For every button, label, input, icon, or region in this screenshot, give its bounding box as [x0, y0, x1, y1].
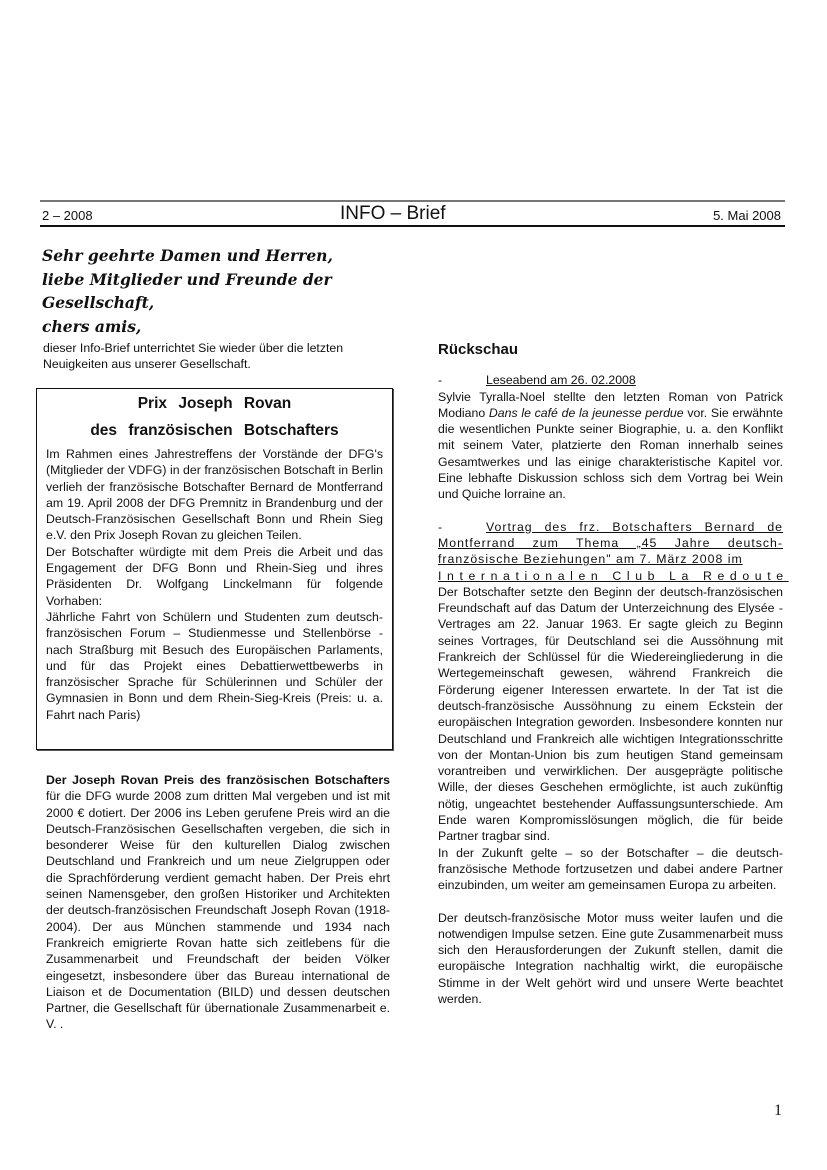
- salutation-line: Gesellschaft,: [42, 293, 155, 312]
- issue-date: 5. Mai 2008: [713, 208, 781, 223]
- prize-title: Prix Joseph Rovan: [137, 395, 292, 412]
- event-description: [438, 389, 783, 503]
- bullet-dash: -: [438, 519, 443, 534]
- event-title: Vortrag des frz. Botschafters Bernard de Montferrand zum Thema „45 Jahre deutsch-französische Beziehungen" am 7. März 2008 im: [438, 519, 783, 567]
- event-paragraph: In der Zukunft gelte – so der Botschafter – die deutsch-französische Methode fortzusetzen und dabei andere Partner einzubinden, um weiter am gemeinsamen Europa zu arbeiten.: [438, 845, 783, 893]
- section-heading: Rückschau: [438, 341, 519, 358]
- salutation-line: liebe Mitglieder und Freunde der: [42, 269, 332, 289]
- page-header: [40, 200, 785, 227]
- event-heading: [438, 372, 783, 388]
- salutation-line: Sehr geehrte Damen und Herren,: [42, 246, 333, 265]
- prize-body: [46, 446, 383, 723]
- event-text: vor. Sie erwähnte die wesentlichen Punkte seiner Biographie, u. a. den Konflikt mit seinem Vater, platzierte den Roman innerhalb seines Gesamtwerkes und las einige charakteristische Kapitel vor. Eine lebhafte Diskussion schloss sich dem Vortrag bei Wein und Quiche lorraine an.: [438, 405, 783, 502]
- page-number: 1: [774, 1102, 782, 1119]
- event-closing: Der deutsch-französische Motor muss weiter laufen und die notwendigen Impulse setzen. Eine gute Zusammenarbeit muss sich den Herausforderungen der Zukunft stellen, damit die europäische Integration nachhaltig wirkt, die europäische Stimme in der Welt gehört wird und unsere Werte beachtet werden.: [438, 910, 783, 1006]
- event-text: Sylvie Tyralla-Noel stellte den letzten Roman von Patrick Modiano: [438, 389, 783, 420]
- salutation: [42, 244, 402, 338]
- prize-paragraph: Im Rahmen eines Jahrestreffens der Vorstände der DFG's (Mitglieder der VDFG) in der französischen Botschaft in Berlin verlieh der französische Botschafter Bernard de Montferrand am 19. April 2008 der DFG Premnitz in Brandenburg und der Deutsch-Französischen Gesellschaft Bonn und Rhein Sieg e.V. den Prix Joseph Rovan zu gleichen Teilen.: [46, 447, 383, 543]
- spacer: [438, 503, 783, 519]
- rovan-article: [46, 772, 390, 1033]
- bullet-dash: -: [438, 373, 443, 388]
- prize-box: [36, 388, 393, 750]
- prize-paragraph: Der Botschafter würdigte mit dem Preis die Arbeit und das Engagement der DFG Bonn und Rhein-Sieg und ihres Präsidenten Dr. Wolfgang Linckelmann für folgende Vorhaben:: [46, 544, 383, 608]
- prize-subtitle: des französischen Botschafters: [90, 422, 339, 439]
- rovan-article-lead: Der Joseph Rovan Preis des französischen Botschafters: [46, 773, 390, 787]
- spacer: [438, 894, 783, 910]
- rueckschau-section: [438, 341, 789, 1007]
- intro-text: dieser Info-Brief unterrichtet Sie wieder über die letzten Neuigkeiten aus unserer Gesellschaft.: [43, 341, 344, 371]
- header-rule-top: [40, 200, 785, 202]
- event-paragraph: Der Botschafter setzte den Beginn der deutsch-französischen Freundschaft auf das Datum der Unterzeichnung des Elysée - Vertrages am 22. Januar 1963. Er sagte gleich zu Beginn seines Vortrages, für Deutschland sei die Aussöhnung mit Frankreich der Schlüssel für die Wiedereingliederung in die Wertegemeinschaft gewesen, während Frankreich die Förderung eigener Interessen erwartete. In der Tat ist die deutsch-französische Aussöhnung zu einem Eckstein der europäischen Integration geworden. Insbesondere konnten nur Deutschland und Frankreich alle wichtigen Integrationsschritte von der Montan-Union bis zum heutigen Stand gemeinsam vorantreiben und verwirklichen. Der ausgeprägte politische Wille, der dieses Geschehen ermöglichte, ist auch zukünftig nötig, ungeachtet bestehender Auffassungsunterschiede. Am Ende waren Kompromisslösungen möglich, die für beide Partner tragbar sind.: [438, 584, 783, 844]
- event-heading: [438, 519, 789, 584]
- rovan-article-text: für die DFG wurde 2008 zum dritten Mal vergeben und ist mit 2000 € dotiert. Der 2006 ins Leben gerufene Preis wird an die Deutsch-Französischen Gesellschaften vergeben, die sich in besonderer Weise für den kulturellen Dialog zwischen Deutschland und Frankreich und um neue Zielgruppen oder die Sprachförderung verdient gemacht haben. Der Preis ehrt seinen Namensgeber, den großen Historiker und Architekten der deutsch-französischen Freundschaft Joseph Rovan (1918-2004). Der aus München stammende und 1934 nach Frankreich emigrierte Rovan hatte sich zeitlebens für die Zusammenarbeit und Freundschaft der beiden Völker eingesetzt, insbesondere über das Bureau international de Liaison et de Documentation (BILD) und dessen deutschen Partner, die Gesellschaft für übernationale Zusammenarbeit e. V. .: [46, 789, 390, 1032]
- header-rule-bottom: [40, 225, 785, 227]
- event-venue: Internationalen Club La Redoute: [438, 568, 789, 583]
- issue-number: 2 – 2008: [42, 208, 93, 223]
- prize-paragraph: Jährliche Fahrt von Schülern und Studenten zum deutsch-französischen Forum – Studienmesse und Stellenbörse - nach Straßburg mit Besuch des Europäischen Parlaments, und für das Projekt eines Debattierwettbewerbs in französischer Sprache für Schülerinnen und Schüler der Gymnasien in Bonn und dem Rhein-Sieg-Kreis (Preis: u. a. Fahrt nach Paris): [46, 609, 383, 722]
- event-title: Leseabend am 26. 02.2008: [486, 373, 636, 388]
- newsletter-title: INFO – Brief: [340, 203, 446, 224]
- book-title: Dans le café de la jeunesse perdue: [488, 405, 684, 420]
- salutation-line: chers amis,: [42, 316, 142, 336]
